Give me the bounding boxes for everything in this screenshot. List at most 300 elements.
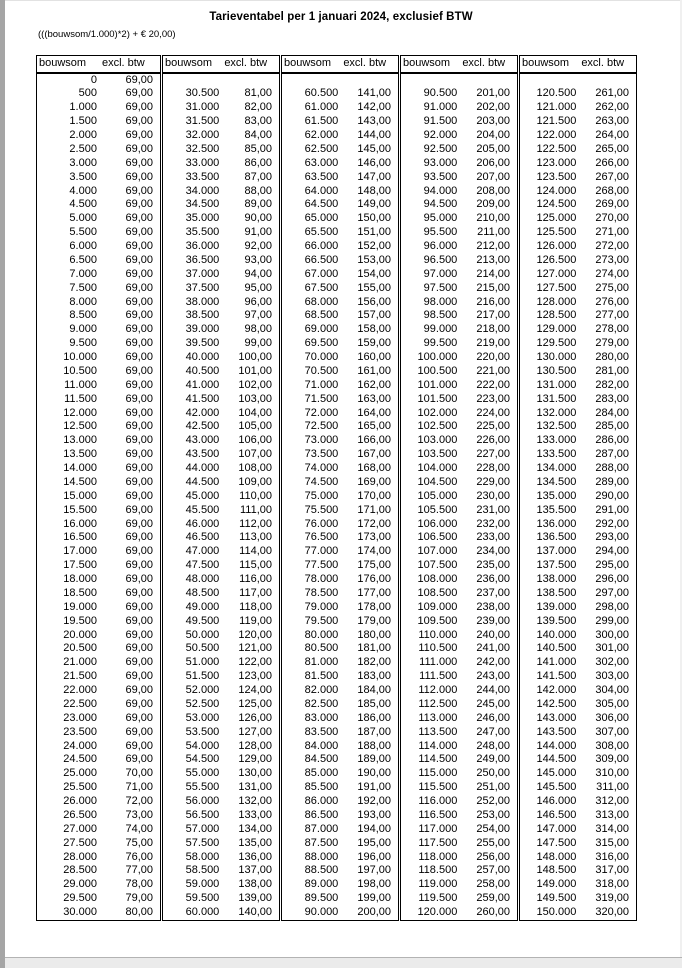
table-row [401,171,517,185]
excl-btw-cell: 214,00 [476,267,510,280]
excl-btw-cell: 205,00 [476,142,510,155]
bouwsom-cell: 37.000 [185,267,220,280]
table-row [163,407,279,421]
bouwsom-cell: 5.500 [69,226,97,239]
excl-btw-cell: 287,00 [595,448,629,461]
bouwsom-cell: 108.500 [417,586,458,599]
excl-btw-cell: 278,00 [595,323,629,336]
table-row [401,795,517,809]
table-row [163,753,279,767]
excl-btw-cell: 292,00 [595,517,629,530]
excl-btw-cell: 313,00 [595,808,629,821]
excl-btw-cell: 69,00 [125,475,153,488]
excl-btw-cell: 116,00 [239,573,272,585]
table-row [282,268,398,282]
table-row [401,268,517,282]
excl-btw-cell: 267,00 [595,170,629,183]
bouwsom-cell: 77.000 [304,545,339,558]
excl-btw-cell: 175,00 [357,559,391,572]
table-row [401,448,517,462]
bouwsom-cell: 133.500 [536,448,577,461]
table-row [37,781,160,795]
table-row [401,601,517,615]
excl-btw-cell: 93,00 [244,253,272,266]
table-row [282,323,398,337]
bouwsom-cell: 119.000 [418,878,458,891]
excl-btw-cell: 179,00 [357,614,391,627]
bouwsom-cell: 30.000 [63,906,97,918]
table-row [163,573,279,587]
bouwsom-cell: 33.500 [185,170,220,183]
table-row [282,753,398,767]
table-row [401,615,517,629]
excl-btw-cell: 263,00 [595,115,629,128]
bouwsom-cell: 142.500 [536,697,577,710]
excl-btw-cell: 69,00 [125,670,153,683]
bouwsom-cell: 102.500 [417,420,458,433]
excl-btw-cell: 164,00 [357,406,391,419]
excl-btw-cell: 131,00 [238,781,272,794]
table-row [37,115,160,129]
table-row [401,670,517,684]
bouwsom-cell: 123.500 [536,170,577,183]
excl-btw-cell: 300,00 [595,628,629,641]
bouwsom-cell: 137.500 [536,559,577,572]
bouwsom-cell: 21.000 [63,656,97,669]
excl-btw-cell: 138,00 [238,878,272,891]
bouwsom-cell: 57.500 [185,836,220,849]
bouwsom-cell: 68.500 [304,309,339,322]
table-row [520,753,636,767]
table-row [520,490,636,504]
excl-btw-cell: 69,00 [125,462,153,474]
table-row [401,642,517,656]
bouwsom-cell: 95.500 [423,226,458,239]
excl-btw-cell: 280,00 [595,351,629,363]
table-row [37,365,160,379]
table-row [163,351,279,365]
table-row [282,101,398,115]
excl-btw-cell: 106,00 [238,434,272,447]
table-row [520,462,636,476]
bouwsom-cell: 19.000 [63,600,97,613]
excl-btw-cell: 207,00 [476,170,510,183]
table-row [282,559,398,573]
table-row [282,795,398,809]
bouwsom-cell: 71.500 [304,392,339,405]
table-row [163,878,279,892]
table-row [282,878,398,892]
table-row [163,143,279,157]
table-row [401,781,517,795]
bouwsom-cell: 0 [90,73,97,86]
bouwsom-cell: 34.500 [185,198,220,211]
table-row [520,698,636,712]
excl-btw-cell: 141,00 [357,87,391,100]
table-row [282,642,398,656]
excl-btw-cell: 69,00 [125,323,153,336]
table-row [37,615,160,629]
table-row [163,629,279,643]
bouwsom-cell: 64.000 [304,184,339,197]
excl-btw-cell: 109,00 [238,475,272,488]
excl-btw-cell: 306,00 [595,711,629,724]
excl-btw-cell: 289,00 [595,475,629,488]
excl-btw-cell: 69,00 [125,684,153,696]
excl-btw-cell: 203,00 [476,115,510,128]
excl-btw-cell: 265,00 [595,142,629,155]
bouwsom-cell: 76.500 [304,531,339,544]
table-row [520,864,636,878]
excl-btw-cell: 243,00 [476,670,510,683]
table-row [282,726,398,740]
table-header-row [163,56,279,74]
bouwsom-cell: 79.000 [304,600,339,613]
table-row [401,226,517,240]
excl-btw-cell: 121,00 [238,642,272,655]
table-row [282,226,398,240]
excl-btw-cell: 304,00 [595,684,629,696]
excl-btw-cell: 126,00 [238,711,272,724]
bouwsom-cell: 5.000 [69,212,97,225]
excl-btw-cell: 72,00 [125,795,153,807]
table-row [401,296,517,310]
table-row [401,143,517,157]
bouwsom-cell: 122.000 [536,129,577,141]
bouwsom-cell: 129.500 [536,337,577,350]
excl-btw-cell: 201,00 [476,87,510,100]
table-row [282,365,398,379]
bouwsom-cell: 86.000 [304,795,339,807]
bouwsom-cell: 26.500 [63,808,97,821]
bouwsom-cell: 123.000 [536,156,577,169]
tariff-table-group [36,55,161,921]
excl-btw-cell: 252,00 [476,795,510,807]
bouwsom-cell: 39.000 [185,323,220,336]
table-row [282,573,398,587]
excl-btw-cell: 69,00 [125,420,153,433]
table-row [282,282,398,296]
excl-btw-cell: 69,00 [125,115,153,128]
table-header-row [401,56,517,74]
table-header-row [37,56,160,74]
bouwsom-cell: 121.000 [536,101,577,114]
bouwsom-cell: 37.500 [185,281,220,294]
table-row [163,601,279,615]
bouwsom-cell: 53.000 [185,711,220,724]
table-row [401,837,517,851]
excl-btw-cell: 69,00 [125,73,153,86]
excl-btw-header: excl. btw [343,57,387,69]
bouwsom-cell: 127.500 [536,281,577,294]
excl-btw-cell: 266,00 [595,156,629,169]
bouwsom-cell: 89.000 [304,878,339,891]
bouwsom-cell: 55.000 [185,767,220,780]
bouwsom-cell: 88.500 [304,864,339,877]
bouwsom-cell: 18.500 [63,586,97,599]
bouwsom-cell: 92.500 [423,142,458,155]
bouwsom-cell [282,74,342,88]
table-row [520,309,636,323]
excl-btw-cell: 236,00 [476,573,510,585]
bouwsom-cell: 105.000 [417,489,458,502]
bouwsom-cell: 118.000 [418,850,458,863]
excl-btw-header: excl. btw [224,57,268,69]
bouwsom-cell: 56.000 [185,795,220,807]
table-row [37,296,160,310]
bouwsom-cell: 16.500 [63,531,97,544]
table-row [163,337,279,351]
bouwsom-cell: 30.500 [185,87,220,100]
excl-btw-cell: 69,00 [125,489,153,502]
bouwsom-cell: 99.000 [423,323,458,336]
bouwsom-cell: 70.000 [304,351,339,363]
excl-btw-cell: 91,00 [244,226,272,239]
bouwsom-cell: 93.000 [423,156,458,169]
bouwsom-cell: 57.000 [185,822,220,835]
bouwsom-cell: 13.000 [63,434,97,447]
table-row [163,87,279,101]
table-row [401,115,517,129]
table-row [520,282,636,296]
excl-btw-cell: 170,00 [357,489,391,502]
bouwsom-cell: 108.000 [417,573,458,585]
table-row [282,864,398,878]
table-row [282,767,398,781]
bouwsom-cell: 83.500 [304,725,339,738]
bouwsom-cell: 46.500 [185,531,220,544]
excl-btw-cell [342,74,398,88]
excl-btw-cell: 191,00 [357,781,391,794]
bouwsom-cell: 74.000 [304,462,339,474]
table-row [282,670,398,684]
excl-btw-cell: 137,00 [238,864,272,877]
bouwsom-cell: 105.500 [417,503,458,516]
table-row [37,87,160,101]
bouwsom-cell: 67.000 [304,267,339,280]
excl-btw-cell: 290,00 [595,489,629,502]
bouwsom-cell: 110.500 [418,642,458,655]
table-row [282,337,398,351]
excl-btw-cell: 127,00 [238,725,272,738]
table-row [520,726,636,740]
table-row [282,434,398,448]
bouwsom-cell: 94.000 [423,184,458,197]
bouwsom-cell: 107.000 [417,545,458,558]
table-row [163,740,279,754]
bouwsom-cell: 128.500 [536,309,577,322]
bouwsom-cell: 114.500 [418,753,458,766]
excl-btw-cell: 123,00 [238,670,272,683]
table-row [520,504,636,518]
excl-btw-cell: 69,00 [125,448,153,461]
excl-btw-cell: 69,00 [125,142,153,155]
bouwsom-cell: 69.000 [304,323,339,336]
table-row [401,906,517,920]
table-row [37,684,160,698]
excl-btw-cell: 239,00 [476,614,510,627]
bouwsom-cell: 143.500 [536,725,577,738]
bouwsom-cell: 91.500 [423,115,458,128]
table-row [37,767,160,781]
excl-btw-cell: 107,00 [238,448,272,461]
table-row [37,851,160,865]
bouwsom-cell: 136.500 [536,531,577,544]
table-row [520,157,636,171]
table-row [282,587,398,601]
table-row [163,185,279,199]
table-row [37,504,160,518]
excl-btw-cell: 162,00 [357,378,391,391]
table-row [37,753,160,767]
bouwsom-cell: 69.500 [304,337,339,350]
excl-btw-cell: 147,00 [357,170,391,183]
table-row [282,254,398,268]
excl-btw-cell: 133,00 [238,808,272,821]
excl-btw-cell: 166,00 [357,434,391,447]
excl-btw-cell: 268,00 [595,184,629,197]
table-row [37,795,160,809]
table-row [163,379,279,393]
table-row [163,837,279,851]
excl-btw-cell: 148,00 [357,184,391,197]
bouwsom-cell: 32.500 [185,142,220,155]
excl-btw-cell: 202,00 [476,101,510,114]
bouwsom-cell: 86.500 [304,808,339,821]
table-row [520,434,636,448]
excl-btw-cell: 77,00 [125,864,153,877]
table-row [163,906,279,920]
bouwsom-cell: 124.500 [536,198,577,211]
excl-btw-cell: 204,00 [476,129,510,141]
excl-btw-cell: 288,00 [595,462,629,474]
table-row [163,684,279,698]
table-row [37,823,160,837]
excl-btw-cell: 69,00 [125,87,153,100]
excl-btw-cell: 189,00 [357,753,391,766]
excl-btw-cell: 206,00 [476,156,510,169]
bouwsom-cell: 17.000 [63,545,97,558]
excl-btw-cell: 253,00 [476,808,510,821]
excl-btw-cell: 302,00 [595,656,629,669]
table-row [163,434,279,448]
excl-btw-cell: 216,00 [476,295,510,308]
bouwsom-header: bouwsom [403,57,451,69]
table-row [401,504,517,518]
bouwsom-cell: 33.000 [185,156,220,169]
excl-btw-cell: 195,00 [357,836,391,849]
bouwsom-cell: 8.000 [69,295,97,308]
table-row [163,809,279,823]
bouwsom-cell: 101.500 [417,392,458,405]
table-row [520,393,636,407]
table-row [163,393,279,407]
table-header-row [282,56,398,74]
excl-btw-cell: 259,00 [476,892,510,905]
table-row [37,545,160,559]
bouwsom-cell: 29.000 [63,878,97,891]
table-row [163,656,279,670]
table-row [282,601,398,615]
excl-btw-cell: 194,00 [357,822,391,835]
excl-btw-cell: 294,00 [595,545,629,558]
bouwsom-cell: 63.000 [304,156,339,169]
table-row [37,407,160,421]
bouwsom-cell: 104.000 [417,462,458,474]
bouwsom-cell: 98.500 [423,309,458,322]
table-row [282,171,398,185]
excl-btw-cell: 69,00 [125,697,153,710]
table-row [37,462,160,476]
bouwsom-cell: 19.500 [63,614,97,627]
bouwsom-cell: 96.500 [423,253,458,266]
table-row [37,226,160,240]
excl-btw-cell: 235,00 [476,559,510,572]
table-row [520,448,636,462]
table-row [520,101,636,115]
excl-btw-cell: 156,00 [357,295,391,308]
bouwsom-cell: 49.000 [185,600,220,613]
bouwsom-cell: 48.500 [185,586,220,599]
table-row [520,379,636,393]
table-row [282,407,398,421]
excl-btw-cell: 246,00 [476,711,510,724]
table-row [401,531,517,545]
excl-btw-cell: 200,00 [357,906,391,918]
table-row [37,698,160,712]
excl-btw-cell: 69,00 [125,364,153,377]
excl-btw-cell: 101,00 [238,364,272,377]
bouwsom-cell: 109.000 [417,600,458,613]
table-row [282,240,398,254]
bouwsom-cell: 113.500 [418,725,458,738]
excl-btw-cell: 301,00 [595,642,629,655]
table-row [163,157,279,171]
table-row [401,129,517,143]
bouwsom-cell: 117.000 [418,822,458,835]
table-row [401,407,517,421]
bouwsom-cell: 112.000 [418,684,458,696]
excl-btw-cell: 98,00 [244,323,272,336]
window-top-edge [5,0,682,1]
excl-btw-cell: 238,00 [476,600,510,613]
table-row [163,851,279,865]
table-row [520,559,636,573]
table-row [520,268,636,282]
excl-btw-cell: 319,00 [595,892,629,905]
excl-btw-header: excl. btw [462,57,506,69]
excl-btw-cell: 310,00 [595,767,629,780]
bouwsom-cell: 94.500 [423,198,458,211]
table-row [401,309,517,323]
bouwsom-cell: 72.000 [304,406,339,419]
excl-btw-cell: 90,00 [244,212,272,225]
bouwsom-cell: 133.000 [536,434,577,447]
table-row [520,254,636,268]
excl-btw-cell: 81,00 [244,87,272,100]
table-row [163,420,279,434]
excl-btw-cell: 152,00 [357,240,391,252]
excl-btw-cell: 293,00 [595,531,629,544]
table-row [520,87,636,101]
bouwsom-cell: 10.000 [63,351,97,363]
table-row [37,323,160,337]
excl-btw-cell: 269,00 [595,198,629,211]
bouwsom-cell: 36.500 [185,253,220,266]
bouwsom-cell: 149.500 [536,892,577,905]
bouwsom-cell: 137.000 [536,545,577,558]
excl-btw-cell: 225,00 [476,420,510,433]
